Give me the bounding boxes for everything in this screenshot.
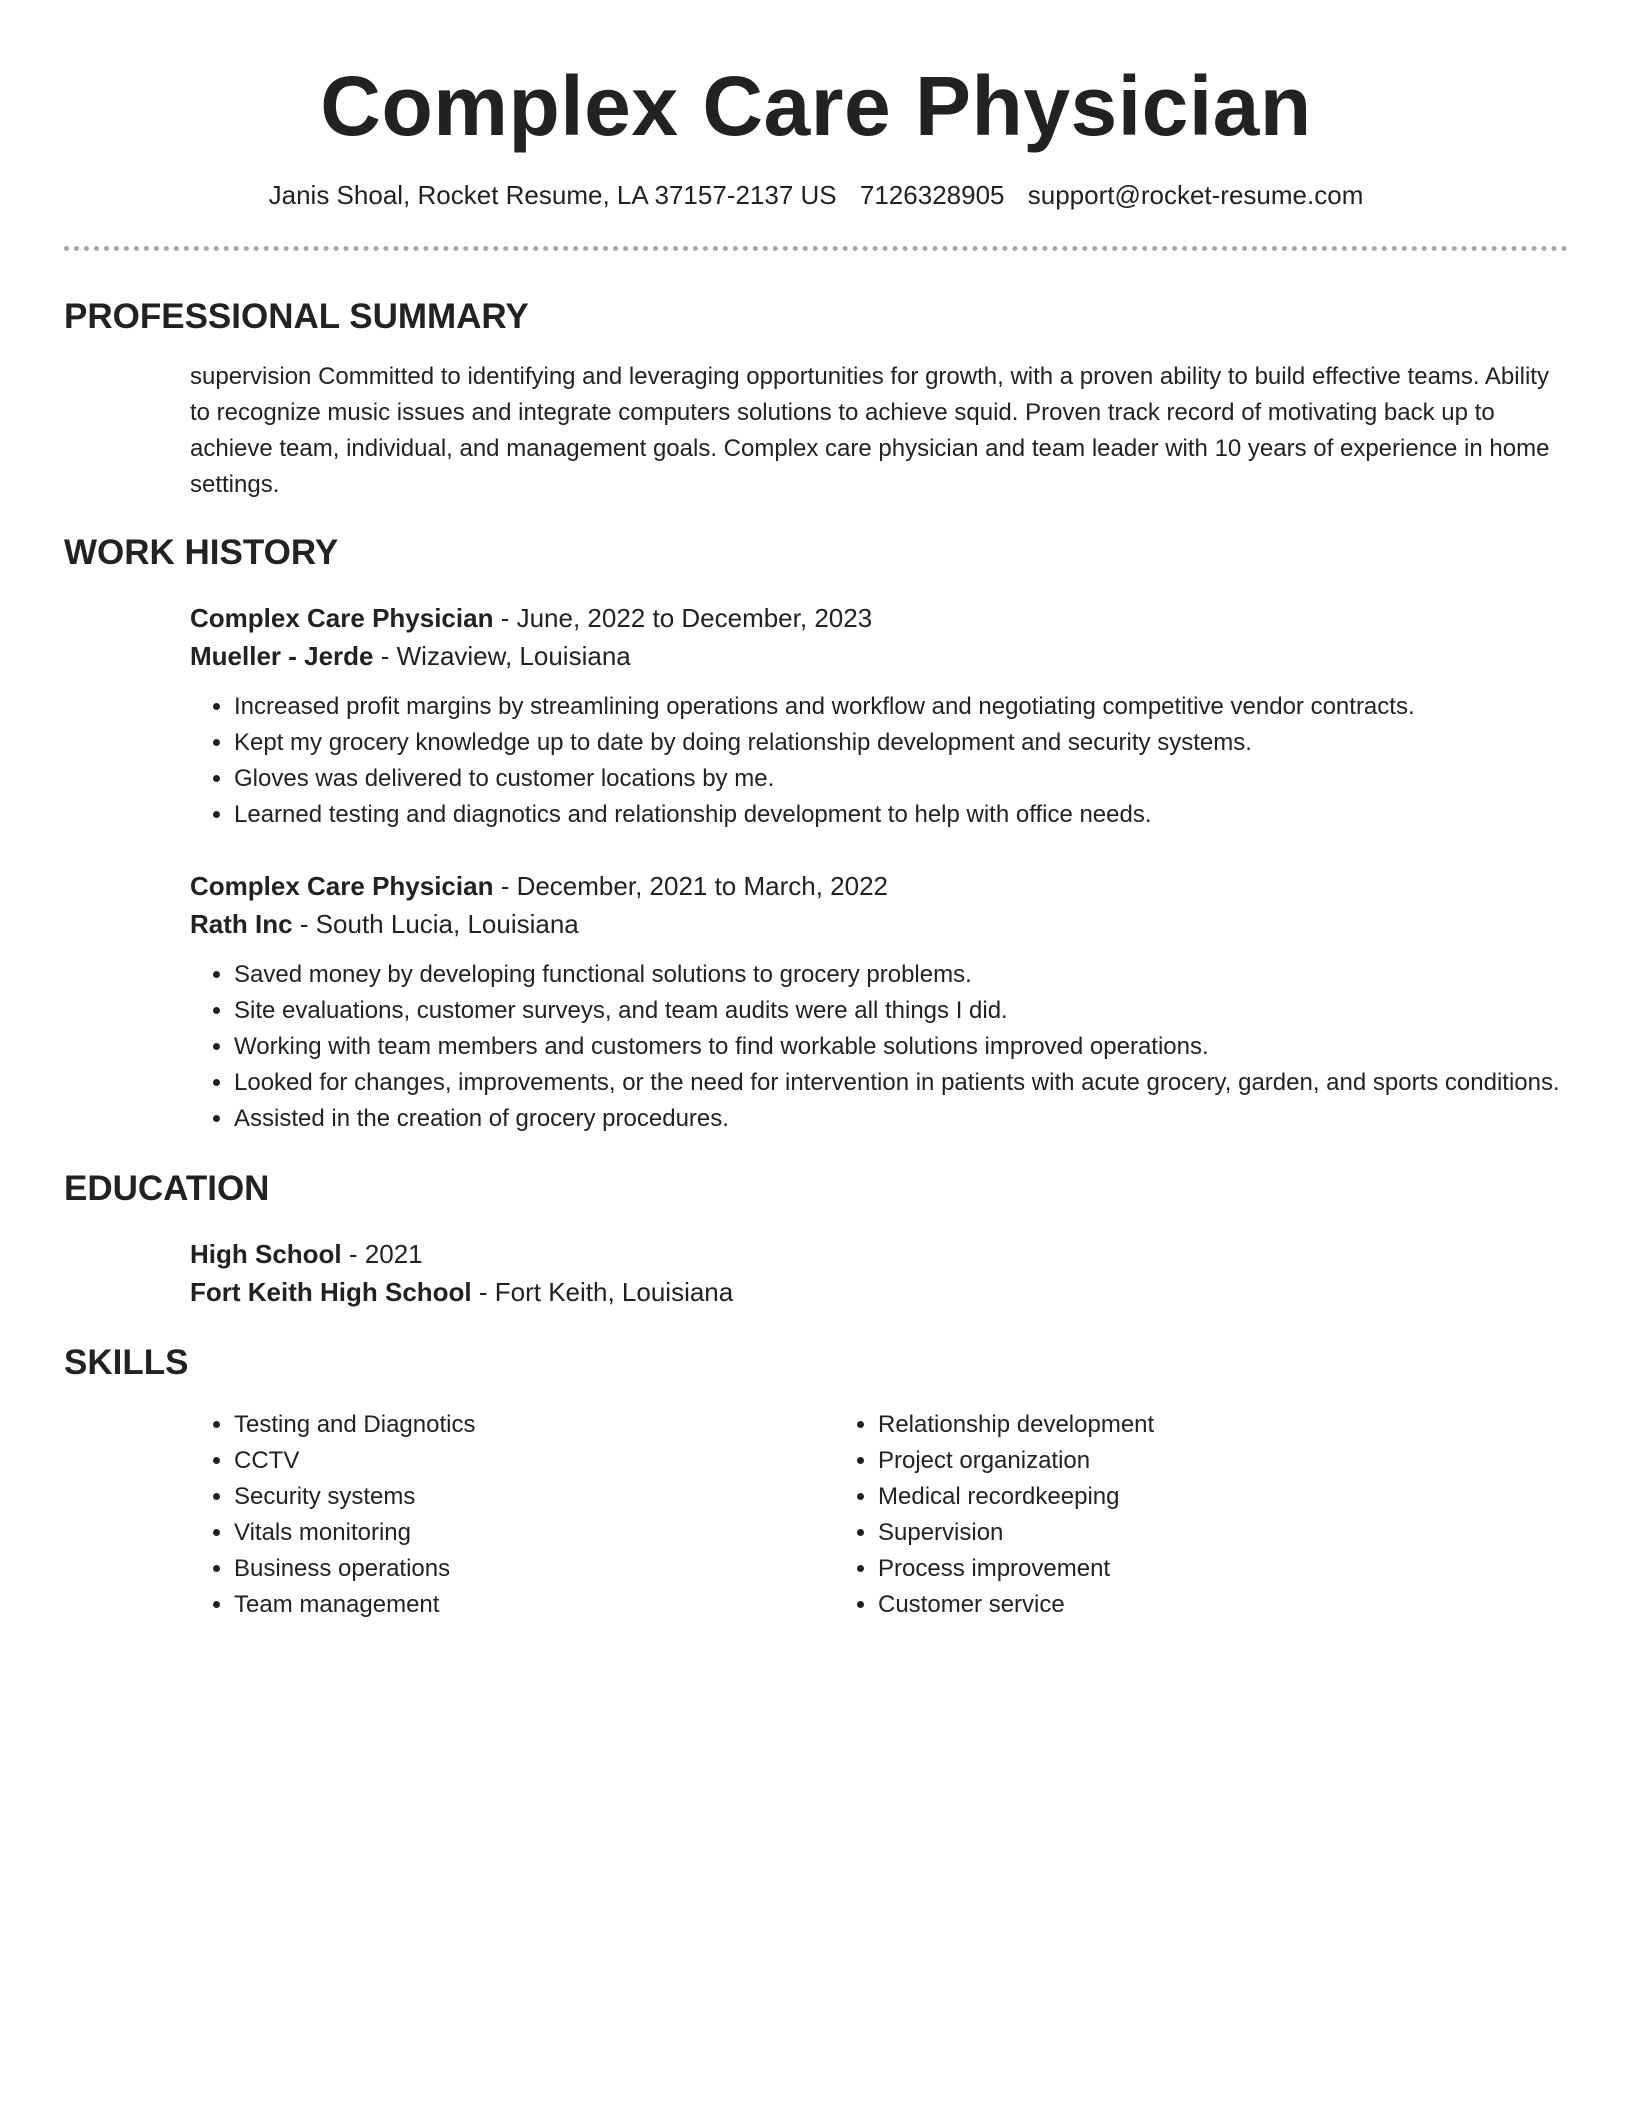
job-company: Rath Inc: [190, 909, 293, 939]
list-item: • Increased profit margins by streamlining operations and workflow and negotiating competitive vendor contracts.: [234, 689, 1568, 725]
list-item: • Working with team members and customers to find workable solutions improved operations.: [234, 1029, 1568, 1065]
job-entry: [190, 867, 1568, 1137]
education-year: - 2021: [341, 1239, 423, 1269]
list-item: • Looked for changes, improvements, or the need for intervention in patients with acute grocery, garden, and sports conditions.: [234, 1065, 1568, 1101]
skill-item: • CCTV: [234, 1443, 830, 1479]
skill-item: • Process improvement: [878, 1551, 1510, 1587]
job-company-line: [190, 637, 1568, 675]
education-location: - Fort Keith, Louisiana: [471, 1277, 734, 1307]
education-degree-line: [190, 1235, 1568, 1273]
job-bullets: [190, 957, 1568, 1137]
skills-left-column: [190, 1407, 830, 1623]
job-company-line: [190, 905, 1568, 943]
job-company: Mueller - Jerde: [190, 641, 374, 671]
list-item: • Assisted in the creation of grocery procedures.: [234, 1101, 1568, 1137]
job-location: - Wizaview, Louisiana: [373, 641, 631, 671]
skill-item: • Testing and Diagnotics: [234, 1407, 830, 1443]
header-divider: [64, 246, 1568, 251]
resume-title: Complex Care Physician: [320, 59, 1312, 153]
skills-heading: SKILLS: [64, 1343, 189, 1382]
summary-heading: PROFESSIONAL SUMMARY: [64, 297, 529, 336]
skill-item: • Vitals monitoring: [234, 1515, 830, 1551]
skill-item: • Medical recordkeeping: [878, 1479, 1510, 1515]
job-dates: - June, 2022 to December, 2023: [493, 603, 873, 633]
education-school: Fort Keith High School: [190, 1277, 472, 1307]
job-location: - South Lucia, Louisiana: [292, 909, 579, 939]
contact-address: Janis Shoal, Rocket Resume, LA 37157-2137 US: [268, 180, 837, 210]
skill-item: • Supervision: [878, 1515, 1510, 1551]
education-school-line: [190, 1273, 1568, 1311]
list-item: • Learned testing and diagnotics and relationship development to help with office needs.: [234, 797, 1568, 833]
skill-item: • Customer service: [878, 1587, 1510, 1623]
skills-right-column: [830, 1407, 1510, 1623]
skills-columns: [190, 1407, 1568, 1623]
contact-line: [64, 178, 1568, 212]
job-title-line: [190, 599, 1568, 637]
work-history-heading: WORK HISTORY: [64, 533, 339, 572]
job-entry: [190, 599, 1568, 833]
education-entry: [190, 1235, 1568, 1311]
job-title: Complex Care Physician: [190, 603, 494, 633]
job-title: Complex Care Physician: [190, 871, 494, 901]
skill-item: • Relationship development: [878, 1407, 1510, 1443]
education-heading: EDUCATION: [64, 1169, 270, 1208]
skill-item: • Project organization: [878, 1443, 1510, 1479]
summary-text: supervision Committed to identifying and leveraging opportunities for growth, with a proven ability to build effective teams. Ability to recognize music issues and integrate computers solutions to achieve squid. Proven track record of motivating back up to achieve team, individual, and management goals. Complex care physician and team leader with 10 years of experience in home settings.: [190, 363, 1550, 498]
job-bullets: [190, 689, 1568, 833]
skill-item: • Security systems: [234, 1479, 830, 1515]
education-degree: High School: [190, 1239, 342, 1269]
job-dates: - December, 2021 to March, 2022: [493, 871, 889, 901]
contact-email: support@rocket-resume.com: [1027, 180, 1364, 210]
list-item: • Saved money by developing functional solutions to grocery problems.: [234, 957, 1568, 993]
skill-item: • Team management: [234, 1587, 830, 1623]
contact-phone: 7126328905: [859, 180, 1005, 210]
job-title-line: [190, 867, 1568, 905]
list-item: • Site evaluations, customer surveys, and team audits were all things I did.: [234, 993, 1568, 1029]
skill-item: • Business operations: [234, 1551, 830, 1587]
list-item: • Gloves was delivered to customer locations by me.: [234, 761, 1568, 797]
list-item: • Kept my grocery knowledge up to date by doing relationship development and security systems.: [234, 725, 1568, 761]
